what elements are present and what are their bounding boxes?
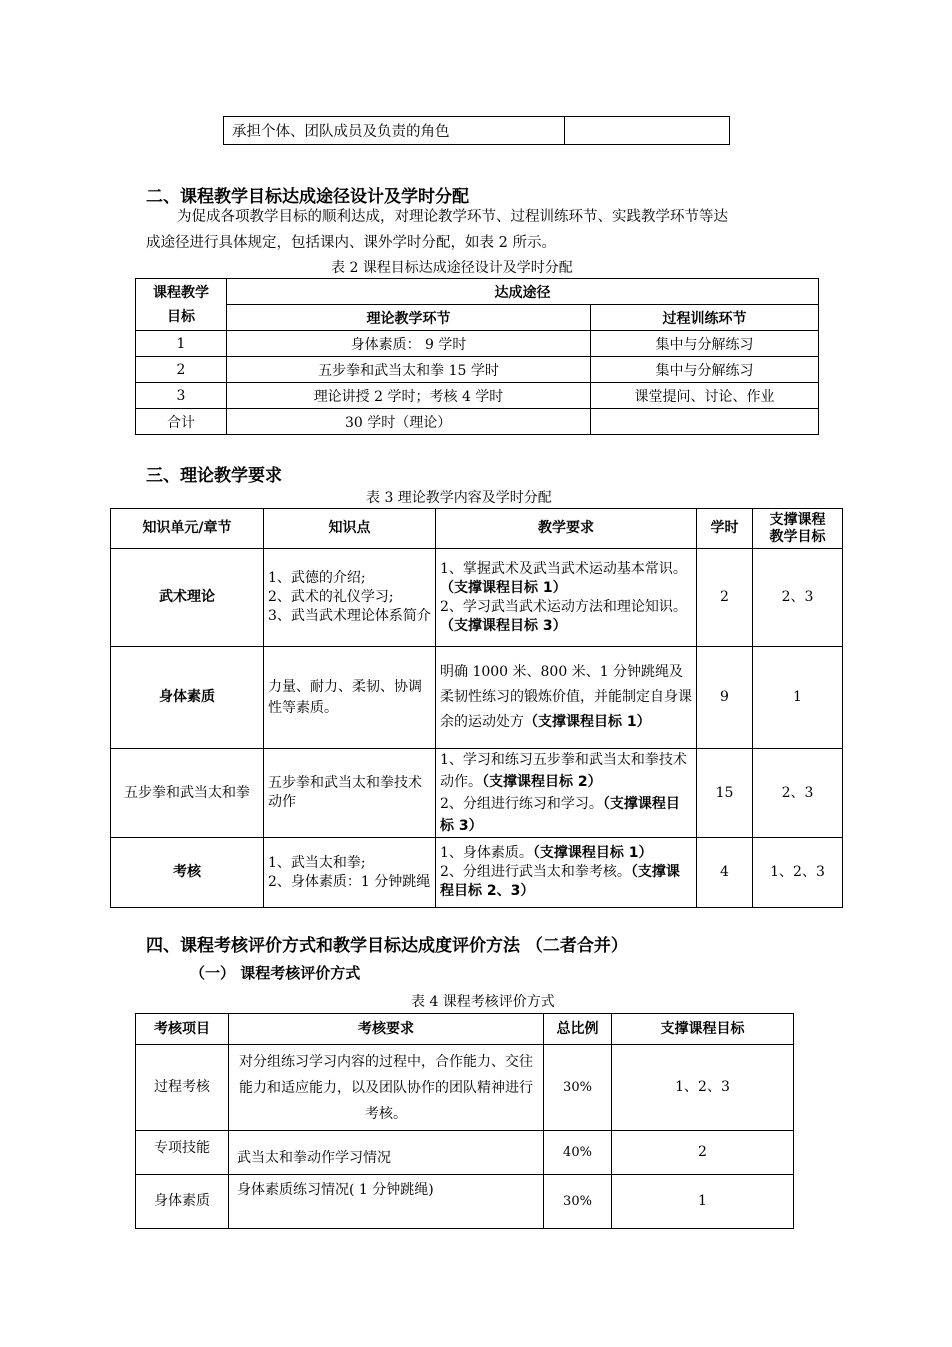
table3-support-cell: 1、2、3 — [753, 838, 843, 908]
table4-item-cell: 过程考核 — [136, 1045, 229, 1131]
table3-points-header: 知识点 — [264, 509, 436, 549]
table-row — [136, 1131, 794, 1175]
table4-item-cell: 身体素质 — [136, 1175, 229, 1229]
table3 — [110, 508, 843, 908]
requirement-item — [440, 560, 692, 598]
top-table — [223, 116, 730, 145]
table3-requirement-cell — [436, 838, 697, 908]
table4-ratio-cell: 30% — [544, 1175, 612, 1229]
knowledge-point: 2、武术的礼仪学习; — [268, 589, 394, 605]
requirement-support-goal: （支撑课程目标 3） — [440, 617, 567, 634]
requirement-text: 1、身体素质。 — [440, 845, 533, 861]
table2-theory-header: 理论教学环节 — [227, 305, 591, 331]
table4-support-cell: 2 — [612, 1131, 794, 1175]
table3-support-cell: 2、3 — [753, 749, 843, 838]
requirement-support-goal: （支撑课程目标 1） — [532, 845, 653, 861]
table3-support-header: 支撑课程 教学目标 — [753, 509, 843, 549]
section4-subheading: （一） 课程考核评价方式 — [190, 964, 361, 982]
table-row — [136, 357, 819, 383]
table2-group-header: 达成途径 — [227, 279, 819, 305]
table3-requirement-cell — [436, 749, 697, 838]
requirement-text: 1、学习和练习五步拳和武当太和拳技术动作。 — [440, 752, 687, 790]
table3-points-cell — [264, 647, 436, 749]
requirement-item — [440, 749, 692, 793]
table2-theory-cell: 身体素质： 9 学时 — [227, 331, 591, 357]
knowledge-point: 1、武当太和拳; — [268, 854, 366, 871]
table3-hours-cell: 15 — [697, 749, 753, 838]
table2-caption: 表 2 课程目标达成途径设计及学时分配 — [331, 260, 573, 276]
requirement-item — [440, 660, 692, 735]
requirement-text: 2、学习武当武术运动方法和理论知识。 — [440, 598, 687, 615]
table3-unit-header: 知识单元/章节 — [111, 509, 264, 549]
table3-points-cell — [264, 549, 436, 647]
table3-unit-cell: 考核 — [111, 838, 264, 908]
table4-ratio-header: 总比例 — [544, 1014, 612, 1045]
table2-goal-cell: 3 — [136, 383, 227, 409]
table4-support-header: 支撑课程目标 — [612, 1014, 794, 1045]
table2-goal-cell: 2 — [136, 357, 227, 383]
requirement-support-goal: （支撑课程目标 1） — [524, 714, 651, 730]
table3-hours-cell: 2 — [697, 549, 753, 647]
requirement-text: 2、分组进行练习和学习。 — [440, 796, 603, 812]
table3-caption: 表 3 理论教学内容及学时分配 — [366, 490, 552, 506]
table3-requirement-cell — [436, 647, 697, 749]
requirement-item — [440, 863, 692, 901]
table4-requirement-cell: 对分组练习学习内容的过程中，合作能力、交往能力和适应能力，以及团队协作的团队精神进行考核。 — [229, 1045, 544, 1131]
table2-goal-header: 课程教学 目标 — [136, 279, 227, 331]
table3-requirement-cell — [436, 549, 697, 647]
requirement-item — [440, 598, 692, 636]
requirement-support-goal: （支撑课程目标 1） — [440, 579, 567, 596]
table3-points-cell — [264, 749, 436, 838]
table4-ratio-cell: 30% — [544, 1045, 612, 1131]
table-row — [111, 838, 843, 908]
section3-heading: 三、理论教学要求 — [146, 466, 282, 486]
table4-support-cell: 1 — [612, 1175, 794, 1229]
section2-para-line2: 成途径进行具体规定，包括课内、课外学时分配，如表 2 所示。 — [146, 235, 556, 251]
section2-para-line1: 为促成各项教学目标的顺利达成，对理论教学环节、过程训练环节、实践教学环节等达 — [177, 209, 728, 225]
table2 — [135, 278, 819, 435]
requirement-item — [440, 793, 692, 837]
table4-requirement-header: 考核要求 — [229, 1014, 544, 1045]
requirement-text: 1、掌握武术及武当武术运动基本常识。 — [440, 560, 687, 577]
table3-hours-cell: 4 — [697, 838, 753, 908]
knowledge-point: 3、武当武术理论体系简介 — [268, 608, 431, 624]
table-row — [136, 409, 819, 435]
requirement-support-goal: （支撑课程目标 2） — [482, 774, 602, 790]
section2-heading: 二、课程教学目标达成途径设计及学时分配 — [146, 187, 469, 207]
table-row — [111, 647, 843, 749]
table4 — [135, 1013, 794, 1229]
table-row — [136, 383, 819, 409]
knowledge-point: 五步拳和武当太和拳技术动作 — [268, 775, 422, 810]
table4-item-header: 考核项目 — [136, 1014, 229, 1045]
table4-ratio-cell: 40% — [544, 1131, 612, 1175]
table2-training-cell: 集中与分解练习 — [591, 357, 819, 383]
requirement-text: 2、分组进行武当太和拳考核。 — [440, 864, 631, 880]
knowledge-point: 力量、耐力、柔韧、协调性等素质。 — [268, 678, 422, 716]
table4-caption: 表 4 课程考核评价方式 — [411, 994, 555, 1010]
table-row — [111, 549, 843, 647]
table-row — [111, 749, 843, 838]
section2-paragraph — [146, 204, 728, 256]
table3-support-cell: 2、3 — [753, 549, 843, 647]
table3-hours-header: 学时 — [697, 509, 753, 549]
table3-hours-cell: 9 — [697, 647, 753, 749]
table-row — [136, 1175, 794, 1229]
table4-requirement-cell: 身体素质练习情况( 1 分钟跳绳) — [229, 1175, 544, 1229]
table3-support-cell: 1 — [753, 647, 843, 749]
table-row — [136, 1045, 794, 1131]
table4-item-cell: 专项技能 — [136, 1131, 229, 1175]
requirement-text: 明确 1000 米、800 米、1 分钟跳绳及柔韧性练习的锻炼价值，并能制定自身课余的运动处方 — [440, 664, 692, 730]
table2-training-cell: 集中与分解练习 — [591, 331, 819, 357]
table3-unit-cell: 身体素质 — [111, 647, 264, 749]
table-row — [136, 331, 819, 357]
section4-heading: 四、课程考核评价方式和教学目标达成度评价方法 （二者合并） — [146, 936, 628, 956]
requirement-support-goal: （支撑课程目标 2、3） — [440, 864, 680, 899]
table2-training-cell: 课堂提问、讨论、作业 — [591, 383, 819, 409]
top-table-empty-cell — [565, 117, 730, 145]
table3-requirements-header: 教学要求 — [436, 509, 697, 549]
requirement-item — [440, 844, 692, 863]
table2-goal-cell: 合计 — [136, 409, 227, 435]
requirement-support-goal: （支撑课程目标 3） — [440, 796, 680, 834]
table3-points-cell — [264, 838, 436, 908]
table2-training-cell — [591, 409, 819, 435]
table2-goal-cell: 1 — [136, 331, 227, 357]
knowledge-point: 2、身体素质：1 分钟跳绳 — [268, 873, 431, 890]
table3-unit-cell: 武术理论 — [111, 549, 264, 647]
table2-theory-cell: 30 学时（理论） — [227, 409, 591, 435]
knowledge-point: 1、武德的介绍; — [268, 570, 366, 586]
top-table-cell: 承担个体、团队成员及负责的角色 — [224, 117, 565, 145]
table2-theory-cell: 五步拳和武当太和拳 15 学时 — [227, 357, 591, 383]
table2-theory-cell: 理论讲授 2 学时；考核 4 学时 — [227, 383, 591, 409]
table3-unit-cell: 五步拳和武当太和拳 — [111, 749, 264, 838]
table2-training-header: 过程训练环节 — [591, 305, 819, 331]
table4-support-cell: 1、2、3 — [612, 1045, 794, 1131]
table4-requirement-cell: 武当太和拳动作学习情况 — [229, 1131, 544, 1175]
